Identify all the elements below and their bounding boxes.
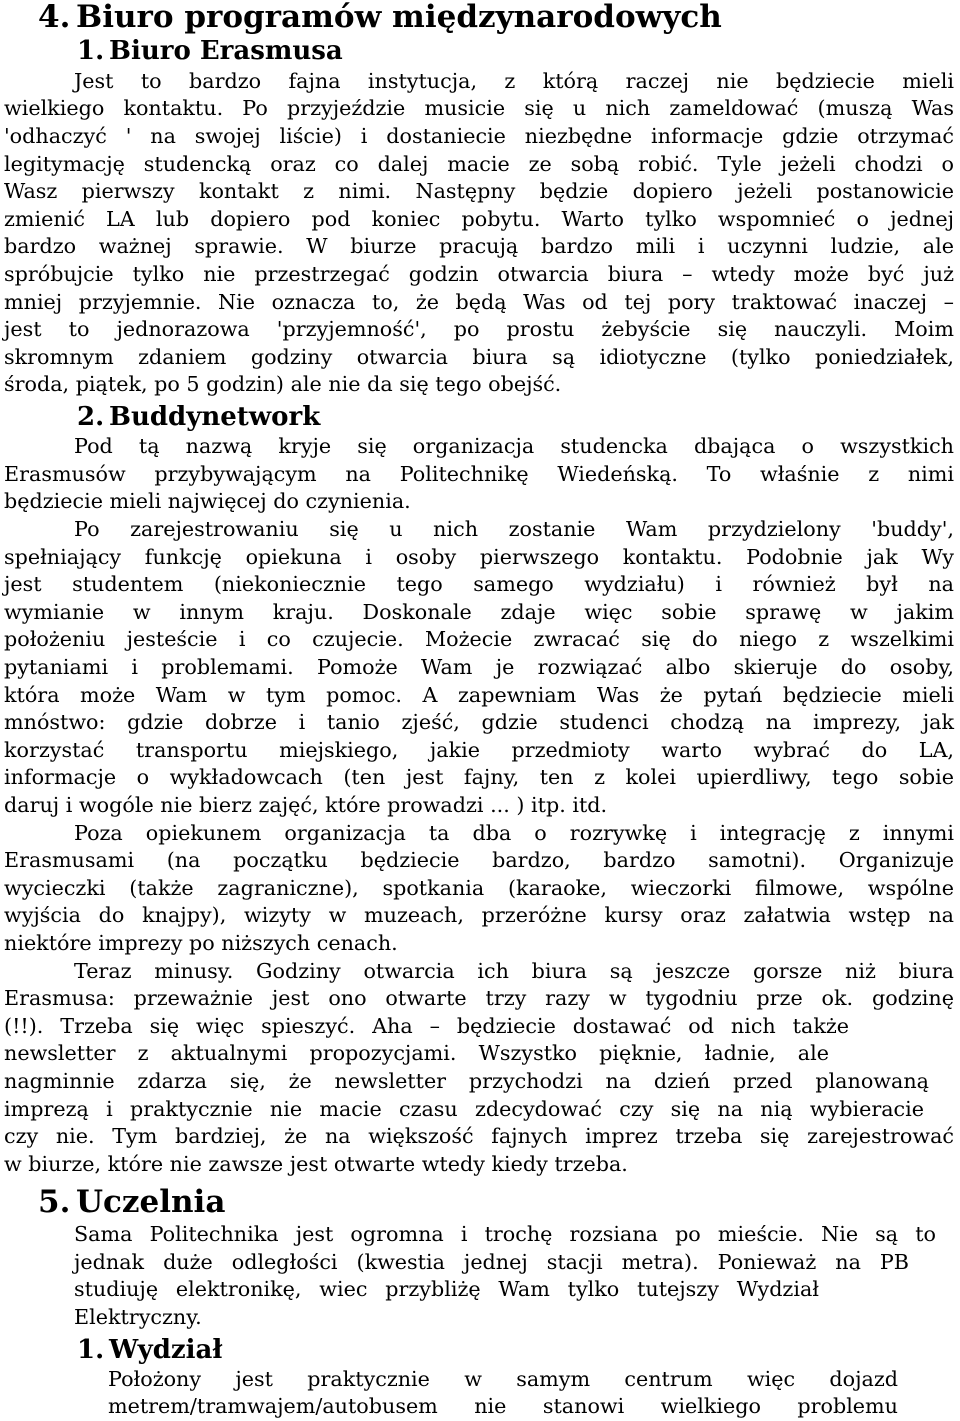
- subsection-erasmus-heading: [77, 36, 343, 66]
- buddy-line-20: Teraz minusy. Godziny otwarcia ich biura są jeszcze gorsze niż biura: [74, 959, 954, 983]
- buddy-line-9: pytaniami i problemami. Pomoże Wam je rozwiązać albo skieruje do osoby,: [4, 655, 954, 679]
- buddy-line-8: położeniu jesteście i co czujecie. Możecie zwracać się do niego z wszelkimi: [4, 627, 954, 651]
- subsection-wydzial-number: 1.: [77, 1335, 105, 1365]
- subsection-buddynetwork-title: Buddynetwork: [109, 402, 321, 432]
- subsection-buddynetwork-number: 2.: [77, 402, 105, 432]
- uczelnia-line-4: Elektryczny.: [74, 1305, 202, 1329]
- erasmus-line-1: Jest to bardzo fajna instytucja, z którą raczej nie będziecie mieli: [74, 69, 954, 93]
- buddy-line-2: Erasmusów przybywającym na Politechnikę Wiedeńską. To właśnie z nimi: [4, 462, 954, 486]
- section-5-heading: [38, 1185, 225, 1219]
- buddy-line-21: Erasmusa: przeważnie jest ono otwarte trzy razy w tygodniu prze ok. godzinę: [4, 986, 954, 1010]
- buddy-line-12: korzystać transportu miejskiego, jakie przedmioty warto wybrać do LA,: [4, 738, 954, 762]
- buddy-line-25: imprezą i praktycznie nie macie czasu zdecydować czy się na nią wybieracie: [4, 1097, 924, 1121]
- erasmus-line-7: bardzo ważnej sprawie. W biurze pracują bardzo mili i uczynni ludzie, ale: [4, 234, 954, 258]
- erasmus-line-8: spróbujcie tylko nie przestrzegać godzin otwarcia biura – wtedy może być już: [4, 262, 954, 286]
- section-5-title: Uczelnia: [76, 1184, 226, 1220]
- section-4-title: Biuro programów międzynarodowych: [76, 0, 722, 35]
- buddy-line-26: czy nie. Tym bardziej, że na większość fajnych imprez trzeba się zarejestrować: [4, 1124, 954, 1148]
- buddy-line-14: daruj i wogóle nie bierz zajęć, które prowadzi ... ) itp. itd.: [4, 793, 608, 817]
- erasmus-line-4: legitymację studencką oraz co dalej macie ze sobą robić. Tyle jeżeli chodzi o: [4, 152, 954, 176]
- buddy-line-4: Po zarejestrowaniu się u nich zostanie Wam przydzielony 'buddy',: [74, 517, 954, 541]
- wydzial-line-1: Położony jest praktycznie w samym centrum więc dojazd: [108, 1367, 898, 1391]
- buddy-line-11: mnóstwo: gdzie dobrze i tanio zjeść, gdzie studenci chodzą na imprezy, jak: [4, 710, 954, 734]
- subsection-wydzial-title: Wydział: [109, 1335, 223, 1365]
- buddy-line-27: w biurze, które nie zawsze jest otwarte wtedy kiedy trzeba.: [4, 1152, 628, 1176]
- buddy-line-24: nagminnie zdarza się, że newsletter przychodzi na dzień przed planowaną: [4, 1069, 929, 1093]
- subsection-wydzial-heading: [77, 1335, 222, 1365]
- subsection-buddynetwork-heading: [77, 402, 320, 432]
- buddy-line-10: która może Wam w tym pomoc. A zapewniam Was że pytań będziecie mieli: [4, 683, 954, 707]
- erasmus-line-12: środa, piątek, po 5 godzin) ale nie da się tego obejść.: [4, 372, 562, 396]
- subsection-erasmus-title: Biuro Erasmusa: [109, 36, 343, 66]
- subsection-erasmus-number: 1.: [77, 36, 105, 66]
- erasmus-line-3: 'odhaczyć ' na swojej liście) i dostaniecie niezbędne informacje gdzie otrzymać: [4, 124, 954, 148]
- buddy-line-19: niektóre imprezy po niższych cenach.: [4, 931, 398, 955]
- erasmus-line-2: wielkiego kontaktu. Po przyjeździe musicie się u nich zameldować (muszą Was: [4, 96, 954, 120]
- buddy-line-7: wymianie w innym kraju. Doskonale zdaje więc sobie sprawę w jakim: [4, 600, 954, 624]
- uczelnia-line-1: Sama Politechnika jest ogromna i trochę rozsiana po mieście. Nie są to: [74, 1222, 936, 1246]
- erasmus-line-5: Wasz pierwszy kontakt z nimi. Następny będzie dopiero jeżeli postanowicie: [4, 179, 954, 203]
- uczelnia-line-2: jednak duże odległości (kwestia jednej stacji metra). Ponieważ na PB: [74, 1250, 909, 1274]
- wydzial-line-2: metrem/tramwajem/autobusem nie stanowi wielkiego problemu: [108, 1394, 898, 1418]
- uczelnia-line-3: studiuję elektronikę, wiec przybliżę Wam tylko tutejszy Wydział: [74, 1277, 819, 1301]
- section-4-heading: [38, 0, 722, 34]
- buddy-line-6: jest studentem (niekoniecznie tego samego wydziału) i również był na: [4, 572, 954, 596]
- buddy-line-16: Erasmusami (na początku będziecie bardzo, bardzo samotni). Organizuje: [4, 848, 954, 872]
- buddy-line-22: (!!). Trzeba się więc spieszyć. Aha – będziecie dostawać od nich także: [4, 1014, 849, 1038]
- buddy-line-18: wyjścia do knajpy), wizyty w muzeach, przeróżne kursy oraz załatwia wstęp na: [4, 903, 954, 927]
- buddy-line-13: informacje o wykładowcach (ten jest fajny, ten z kolei upierdliwy, tego sobie: [4, 765, 954, 789]
- section-5-number: 5.: [38, 1184, 71, 1220]
- buddy-line-15: Poza opiekunem organizacja ta dba o rozrywkę i integrację z innymi: [74, 821, 954, 845]
- buddy-line-17: wycieczki (także zagraniczne), spotkania (karaoke, wieczorki filmowe, wspólne: [4, 876, 954, 900]
- buddy-line-5: spełniający funkcję opiekuna i osoby pierwszego kontaktu. Podobnie jak Wy: [4, 545, 954, 569]
- erasmus-line-6: zmienić LA lub dopiero pod koniec pobytu. Warto tylko wspomnieć o jednej: [4, 207, 954, 231]
- buddy-line-1: Pod tą nazwą kryje się organizacja studencka dbająca o wszystkich: [74, 434, 954, 458]
- buddy-line-3: będziecie mieli najwięcej do czynienia.: [4, 489, 411, 513]
- erasmus-line-9: mniej przyjemnie. Nie oznacza to, że będą Was od tej pory traktować inaczej –: [4, 290, 954, 314]
- section-4-number: 4.: [38, 0, 71, 35]
- erasmus-line-10: jest to jednorazowa 'przyjemność', po prostu żebyście się nauczyli. Moim: [4, 317, 954, 341]
- erasmus-line-11: skromnym zdaniem godziny otwarcia biura są idiotyczne (tylko poniedziałek,: [4, 345, 954, 369]
- buddy-line-23: newsletter z aktualnymi propozycjami. Wszystko pięknie, ładnie, ale: [4, 1041, 829, 1065]
